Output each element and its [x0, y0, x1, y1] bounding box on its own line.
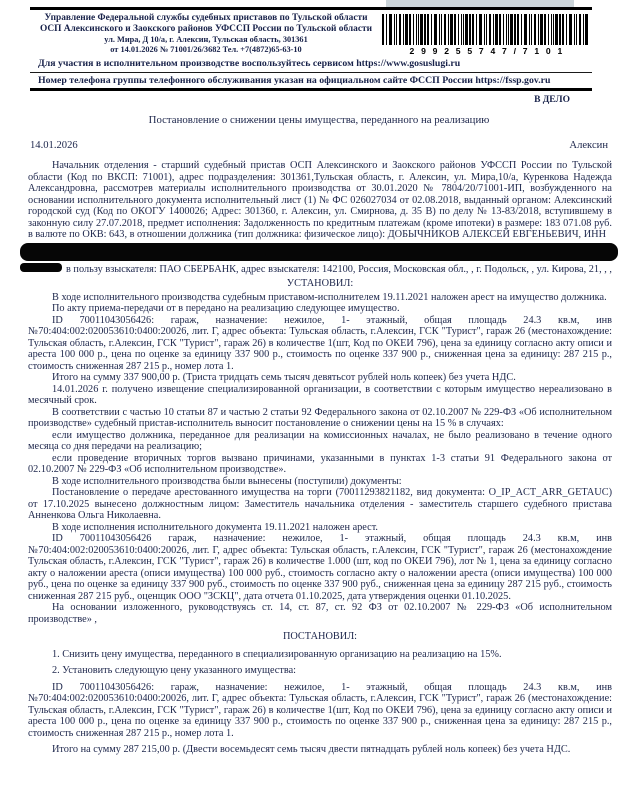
ustanovil-paragraph: В ходе исполнения исполнительного документа 19.11.2021 наложен арест. [52, 521, 379, 533]
letterhead-row [30, 13, 592, 56]
letterhead [30, 7, 592, 91]
gosuslugi-notice: Для участия в исполнительном производстве воспользуйтесь сервисом https://www.gosuslugi.ru [30, 56, 592, 73]
ustanovil-paragraph: По акту приема-передачи от в передано на реализацию следующее имущество. [52, 303, 400, 314]
ustanovil-heading: УСТАНОВИЛ: [286, 278, 354, 289]
barcode-digits: 2 9 9 2 5 5 7 4 7 / 7 1 0 1 [409, 46, 565, 56]
case-mark: В ДЕЛО [534, 95, 570, 105]
postanovil-heading: ПОСТАНОВИЛ: [282, 631, 358, 642]
ustanovil-paragraph: В соответствии с частью 10 статьи 87 и частью 2 статьи 92 Федерального закона от 02.10.2007 № 229-ФЗ «Об исполнительном производстве» судебный пристав-исполнитель выносит постановление о снижении цены на 15 % в случаях: [28, 406, 612, 429]
redaction-inline [20, 263, 62, 272]
ustanovil-paragraph: На основании изложенного, руководствуясь ст. 14, ст. 87, ст. 92 ФЗ от 02.10.2007 № 229-ФЗ «Об исполнительном производстве» , [28, 602, 612, 625]
phone-notice: Номер телефона группы телефонного обслуживания указан на официальном сайте ФССП России https://fssp.gov.ru [30, 73, 592, 92]
letterhead-org-block [30, 13, 382, 54]
org-address-line: ул. Мира, Д 10/а, г. Алексин, Тульская область, 301361 [104, 35, 308, 44]
document-date: 14.01.2026 [30, 140, 78, 151]
ustanovil-paragraph: ID 70011043056426: гараж, назначение: нежилое, 1- этажный, общая площадь 24.3 кв.м, инв №70:404:002:020053610:0400:20026, лит. Г, адрес объекта: Тульская область, г.Алексин, ГСК "Турист", гараж 26 (местонахождение: Тульская область, г.Алексин, ГСК "Турист", гараж 26) в количестве 1(шт, Код по ОКЕИ 796), цена за единицу согласно акту описи и ареста 100 000 р., цена по оценке за единицу 337 900 р., стоимость по оценке 337 900 р., сниженная цена за единицу: 287 215 р., стоимость сниженная 287 215 р., номер лота 1. [28, 314, 612, 372]
ustanovil-paragraph: В ходе исполнительного производства были вынесены (поступили) документы: [52, 475, 402, 487]
intro-paragraph: Начальник отделения - старший судебный пристав ОСП Алексинского и Заокского районов УФССП России по Тульской области (Код по ВКСП: 71001), адрес подразделения: 301361,Тульская область, г. Алексин, ул. Мира,10/а, Куренкова Надежда Александровна, рассмотрев материалы исполнительного производства от 30.01.2020 № 7804/20/71001-ИП, возбужденного на основании исполнительного документа исполнительный лист (1) № ФС 026027034 от 02.08.2018, выданный органом: Алексинский городской суд (Код по ОКОГУ 1400026; Адрес: 301360, г. Алексин, ул. Смирнова, д. 35 В) по делу № 13-83/2018, вступившему в законную силу 27.07.2018, предмет исполнения: Задолженность по кредитным платежам (кроме ипотеки) в размере: 183 071.08 руб. в валюте по ОКВ: 643, в отношении должника (тип должника: физическое лицо): ДОБЫЧНИКОВ АЛЕКСЕЙ ЕВГЕНЬЕВИЧ, ИНН [28, 160, 612, 240]
scan-artifact-strip [386, 0, 574, 7]
postanovil-item: Итого на сумму 287 215,00 р. (Двести восемьдесят семь тысяч двести пятнадцать рублей ноль копеек) без учета НДС. [52, 744, 571, 755]
org-name-line2: ОСП Алексинского и Заокского районов УФССП России по Тульской области [39, 24, 373, 34]
ustanovil-paragraph: ID 70011043056426 гараж, назначение: нежилое, 1- этажный, общая площадь 24.3 кв.м, инв №70:404:002:020053610:0400:20026, лит. Г, адрес объекта: Тульская область, г.Алексин, ГСК "Турист", гараж 26 (местонахождение Тульская область, г.Алексин, ГСК "Турист", гараж 26) в количестве 1.000 (шт, код по ОКЕИ 796), лот № 1, цена за единицу согласно акту о наложении ареста (описи имущества) 100 000 руб., стоимость согласно акту о наложении ареста (описи имущества) 100 000 руб., цена по оценке за единицу 337 900 руб., стоимость по оценке 337 900 руб., сниженная цена за единицу 287 215 руб., стоимость сниженная 287 215 руб., оценщик ООО "ЗСКЦ", дата отчета 01.10.2025, дата утверждения оценки 01.10.2025. [28, 533, 612, 602]
document-title: Постановление о снижении цены имущества, переданного на реализацию [148, 114, 490, 126]
ustanovil-paragraph: В ходе исполнительного производства судебным приставом-исполнителем 19.11.2021 наложен арест на имущество должника. [52, 291, 607, 303]
date-city-row [30, 140, 608, 151]
ustanovil-paragraph: Постановление о передаче арестованного имущества на торги (70011293821182, вид документа: O_IP_ACT_ARR_GETAUC) от 17.10.2025 вынесено должностным лицом: Заместитель начальника отделения - заместитель старшего судебного пристава Анненкова Ольга Николаевна. [28, 487, 612, 521]
redaction-block [20, 243, 618, 261]
ustanovil-paragraph: если имущество должника, переданное для реализации на комиссионных началах, не было реализовано в течение одного месяца со дня передачи на реализацию; [28, 429, 612, 452]
ustanovil-paragraph: если проведение вторичных торгов вызвано причинами, указанными в пунктах 1-3 статьи 91 Федерального закона от 02.10.2007 № 229-ФЗ «Об исполнительном производстве». [28, 452, 612, 475]
barcode [382, 13, 592, 56]
postanovil-item: ID 70011043056426: гараж, назначение: нежилое, 1- этажный, общая площадь 24.3 кв.м, инв №70:404:002:020053610:0400:20026, лит. Г, адрес объекта: Тульская область, г.Алексин, ГСК "Турист", гараж 26 (местонахождение: Тульская область, г.Алексин, ГСК "Турист", гараж 26) в количестве 1(шт, Код по ОКЕИ 796), цена за единицу согласно акту описи и ареста 100 000 р., цена по оценке за единицу 337 900 р., стоимость по оценке 337 900 р., сниженная цена за единицу: 287 215 р., стоимость сниженная 287 215 р., номер лота 1. [28, 681, 612, 739]
ustanovil-paragraph: Итого на сумму 337 900,00 р. (Триста тридцать семь тысяч девятьсот рублей ноль копеек) без учета НДС. [52, 372, 516, 383]
postanovil-item: 2. Установить следующую цену указанного имущества: [52, 665, 297, 676]
document-city: Алексин [569, 140, 608, 151]
creditor-paragraph [28, 263, 612, 276]
org-name-line1: Управление Федеральной службы судебных приставов по Тульской области [44, 13, 368, 23]
barcode-bars-icon [382, 14, 592, 45]
ustanovil-paragraph: 14.01.2026 г. получено извещение специализированной организации, в соответствии с которым имущество нереализовано в месячный срок. [28, 383, 612, 406]
document-body [28, 160, 612, 756]
creditor-text: в пользу взыскателя: ПАО СБЕРБАНК, адрес взыскателя: 142100, Россия, Московская обл., , г. Подольск, , ул. Кирова, 21, , , [66, 263, 612, 275]
document-ref-line: от 14.01.2026 № 71001/26/3682 Тел. +7(4872)65-63-10 [110, 44, 302, 54]
postanovil-item: 1. Снизить цену имущества, переданного в специализированную организацию на реализацию на 15%. [52, 648, 502, 660]
